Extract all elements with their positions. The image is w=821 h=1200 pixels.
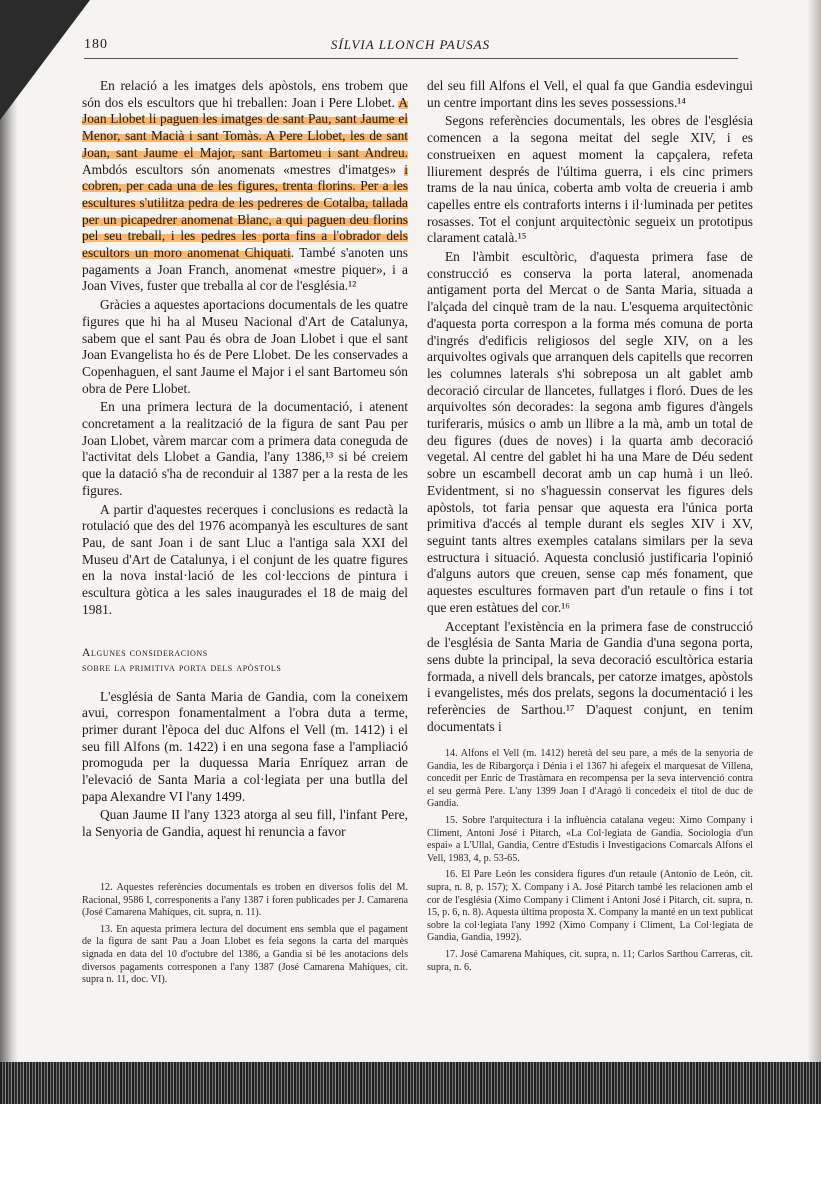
paragraph: En l'àmbit escultòric, d'aquesta primera fase de construcció es conserva la porta lateral, anomenada antigament porta del Mercat o de Santa Maria, situada a l'alçada del cinquè tram de la nau. L'esquema arquitectònic d'aquesta porta correspon a la forma més comuna de porta d'ingrés d'edificis religiosos del segle XIV, on a les arquivoltes ogivals que arranquen dels capitells que recorren les columnes laterals s'hi sobreposa un alt gablet amb decoració circular de llancetes, fullatges i floró. Dues de les arquivoltes són decorades: la segona amb figures d'àngels turiferaris, músics o amb un llibre a la mà, amb un total de deu figures (dues de noves) i la quarta amb decoració vegetal. Al centre del gablet hi ha una Mare de Déu sedent sobre un escambell decorat amb un cap humà i un lleó. Evidentment, si no s'haguessin conservat les figures dels apòstols, tot faria pensar que aquesta era l'única porta primitiva d'accés al temple durant els segles XIV i XV, seguint tants altres exemples catalans similars per la seva estructura i situació. Aquesta conclusió justificaria l'opinió d'alguns autors que creuen, sense cap més fonament, que aquestes escultures formaven part d'un retaule o fins i tot que eren estàtues del cor.¹⁶ — [427, 249, 753, 615]
left-column — [82, 78, 408, 841]
footnote-17: 17. José Camarena Mahiques, cit. supra, n. 11; Carlos Sarthou Carreras, cit. supra, n. 6. — [427, 948, 753, 973]
paragraph-text: En relació a les imatges dels apòstols, ens trobem que són dos els escultors que hi treballen: Joan i Pere Llobet. — [82, 78, 408, 110]
footnotes-right — [427, 748, 753, 978]
header-rule — [84, 58, 738, 59]
section-heading-line: Algunes consideracions — [82, 645, 208, 659]
page-number: 180 — [84, 37, 108, 52]
footnotes-left — [82, 882, 408, 991]
scan-margin — [0, 1104, 821, 1200]
running-header — [0, 37, 821, 57]
page-gutter-shadow — [0, 0, 18, 1062]
page-right-edge — [807, 0, 821, 1062]
paragraph: A partir d'aquestes recerques i conclusions es redactà la rotulació que des del 1976 acompanyà les escultures de sant Pau, de sant Joan i de sant Lluc a l'antiga sala XXI del Museu d'Art de Catalunya, i el conjunt de les quatre figures en la nova instal·lació de les col·leccions de pintura i escultura gòtica a les sales inaugurades el 18 de maig del 1981. — [82, 501, 408, 617]
paragraph: L'església de Santa Maria de Gandia, com la coneixem avui, correspon fonamentalment a l'obra duta a terme, primer durant l'època del duc Alfons el Vell (m. 1412) i el seu fill Alfons (m. 1422) i en una segona fase a l'ampliació promoguda per la duquessa Maria Enríquez arran de l'elevació de Santa Maria a col·legiata per una butlla del papa Alexandre VI l'any 1499. — [82, 688, 408, 804]
footnote-13: 13. En aquesta primera lectura del document ens sembla que el pagament de la figura de sant Pau a Joan Llobet es feia segons la carta del marquès signada en data del 10 d'octubre del 1386, a Gandia si bé les anotacions dels diversos pagaments corresponen a l'any 1387 (José Camarena Mahiques, cit. supra n. 11, doc. VI). — [82, 923, 408, 986]
paragraph: Segons referències documentals, les obres de l'església comencen a la segona meitat del segle XIV, i es construeixen en aquest moment la capçalera, refeta lliurement després de l'última guerra, i els cinc primers trams de la nau única, coberta amb volta de creueria i amb capelles entre els contraforts interns i il·luminada per petites rosasses. Tot el conjunt arquitectònic segueix un prototipus clarament català.¹⁵ — [427, 113, 753, 246]
running-title: SÍLVIA LLONCH PAUSAS — [330, 37, 491, 52]
paragraph: del seu fill Alfons el Vell, el qual fa que Gandia esdevingui un centre important dins les seves possessions.¹⁴ — [427, 78, 753, 110]
footnote-12: 12. Aquestes referències documentals es troben en diversos folis del M. Racional, 9586 I, corresponents a l'any 1387 i foren publicades per J. Camarena (José Camarena Mahiques, cit. supra, n. 11). — [82, 882, 408, 919]
scanner-edge-band — [0, 1062, 821, 1104]
paragraph: Acceptant l'existència en la primera fase de construcció de l'església de Santa Maria de Gandia d'una segona porta, sens dubte la principal, la seva decoració escultòrica estaria formada, a nivell dels brancals, per catorze imatges, apòstols i evangelistes, més dos prelats, segons la documentació i les referències de Sarthou.¹⁷ D'aquest conjunt, en tenim documentats i — [427, 618, 753, 734]
paragraph: Gràcies a aquestes aportacions documentals de les quatre figures que hi ha al Museu Nacional d'Art de Catalunya, sabem que el sant Pau és obra de Joan Llobet i que el sant Joan Evangelista ho és de Pere Llobet. De les conservades a Copenhaguen, el sant Jaume el Major i el sant Bartomeu són obra de Pere Llobet. — [82, 297, 408, 396]
paragraph: Quan Jaume II l'any 1323 atorga al seu fill, l'infant Pere, la Senyoria de Gandia, aquest hi renuncia a favor — [82, 807, 408, 840]
paragraph — [82, 78, 408, 295]
paragraph: En una primera lectura de la documentació, i atenent concretament a la realització de la figura de sant Pau per Joan Llobet, vàrem marcar com a primera data coneguda de l'activitat dels Llobet a Gandia, l'any 1386,¹³ si bé creiem que la datació s'ha de reconduir al 1387 per a la resta de les figures. — [82, 399, 408, 498]
footnote-15: 15. Sobre l'arquitectura i la influència catalana vegeu: Ximo Company i Climent, Antoni José i Pitarch, «La Col·legiata de Gandia. Sociologia d'un espai» a L'Ullal, Gandia, Centre d'Estudis i Investigacions Comarcals Alfons el Vell, 1983, 4, p. 53-65. — [427, 814, 753, 864]
paragraph-text: Ambdós escultors són anomenats «mestres d'imatges» — [82, 161, 405, 177]
footnote-14: 14. Alfons el Vell (m. 1412) heretà del seu pare, a més de la senyoria de Gandia, les de Ribargorça i Dénia i el 1367 hi afegeix el marquesat de Villena, concedit per Enric de Trastàmara en recompensa per la seva intervenció contra el seu germà Pere. L'any 1399 Joan I d'Aragó li concedeix el títol de duc de Gandia. — [427, 748, 753, 810]
section-heading-line: sobre la primitiva porta dels apòstols — [82, 660, 282, 674]
highlighted-text: i cobren, per cada una de les figures, trenta florins. Per a les escultures s'utilitza pedra de les pedreres de Cotalba, tallada per un picapedrer anomenat Blanc, a qui paguen deu florins pel seu treball, i les pedres les porta fins a l'obrador dels escultors un moro anomenat Chiquati — [82, 161, 408, 261]
highlighted-text: A Joan Llobet li paguen les imatges de sant Pau, sant Jaume el Menor, sant Macià i sant Tomàs. A Pere Llobet, les de sant Joan, sant Jaume el Major, sant Bartomeu i sant Andreu. — [82, 94, 408, 160]
paragraph-text: . També s'anoten uns pagaments a Joan Franch, anomenat «mestre piquer», i a Joan Vives, fuster que treballa al cor de l'església.¹² — [82, 245, 408, 294]
footnote-16: 16. El Pare León les considera figures d'un retaule (Antonio de León, cit. supra, n. 8, p. 157); X. Company i A. José Pitarch també les relacionen amb el cor de l'església (Ximo Company i Climent i Antoni José i Pitarch, cit. supra, n. 15, p. 6, n. 8). Aquesta última proposta X. Company la manté en un text publicat sobre la col·legiata l'any 1992 (Ximo Company i Climent, La Col·legiata de Gandia, Gandia, 1992). — [427, 869, 753, 944]
right-column — [427, 78, 753, 735]
folded-corner — [0, 0, 90, 120]
section-heading — [82, 645, 408, 675]
